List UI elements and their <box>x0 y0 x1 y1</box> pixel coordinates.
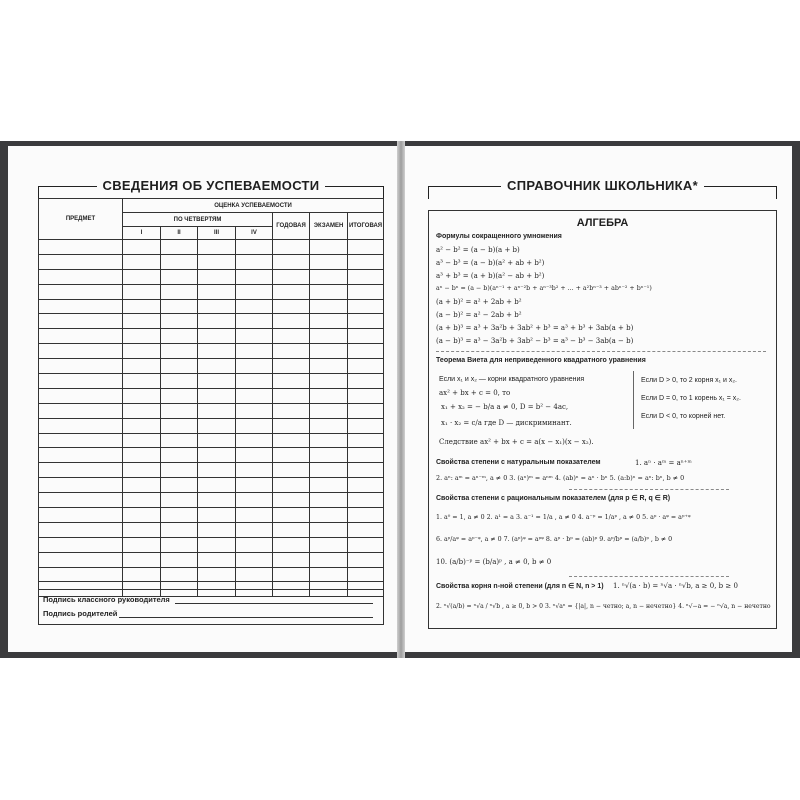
grade-cell[interactable] <box>161 329 198 344</box>
grade-cell[interactable] <box>310 388 348 403</box>
grade-cell[interactable] <box>273 388 310 403</box>
grade-cell[interactable] <box>198 567 236 582</box>
s5-title: Свойства корня n-ной степени (для n ∈ N, n > 1) <box>436 583 604 590</box>
grade-cell[interactable] <box>348 448 384 463</box>
s1-formula: (a − b)³ = a³ − 3a²b + 3ab² − b³ = a³ − b³ − 3ab(a − b) <box>436 337 634 345</box>
grade-cell[interactable] <box>236 344 273 359</box>
grade-cell[interactable] <box>236 552 273 567</box>
s2-title: Теорема Виета для неприведенного квадратного уравнения <box>436 357 646 364</box>
grade-cell[interactable] <box>161 254 198 269</box>
grade-cell[interactable] <box>348 552 384 567</box>
grade-cell[interactable] <box>310 314 348 329</box>
grade-cell[interactable] <box>236 388 273 403</box>
grade-cell[interactable] <box>198 448 236 463</box>
grade-cell[interactable] <box>123 388 161 403</box>
grade-cell[interactable] <box>348 314 384 329</box>
grade-cell[interactable] <box>310 493 348 508</box>
grade-cell[interactable] <box>310 433 348 448</box>
grade-cell[interactable] <box>236 508 273 523</box>
s1-formula: aⁿ − bⁿ = (a − b)(aⁿ⁻¹ + aⁿ⁻²b + aⁿ⁻³b² + ... + a²bⁿ⁻³ + abⁿ⁻² + bⁿ⁻¹) <box>436 285 652 292</box>
grade-cell[interactable] <box>161 284 198 299</box>
grade-cell[interactable] <box>161 537 198 552</box>
grade-cell[interactable] <box>123 329 161 344</box>
grade-cell[interactable] <box>273 359 310 374</box>
grade-cell[interactable] <box>39 448 123 463</box>
quarter-1: I <box>123 227 161 240</box>
grade-cell[interactable] <box>198 463 236 478</box>
grade-cell[interactable] <box>161 493 198 508</box>
grade-cell[interactable] <box>236 359 273 374</box>
grade-cell[interactable] <box>161 299 198 314</box>
signature-teacher-row <box>43 594 373 606</box>
grade-cell[interactable] <box>310 537 348 552</box>
signature-parents-line[interactable] <box>119 617 373 618</box>
grade-cell[interactable] <box>123 537 161 552</box>
grade-cell[interactable] <box>348 522 384 537</box>
grade-row <box>39 359 384 374</box>
grade-cell[interactable] <box>236 448 273 463</box>
s2-line: Следствие ax² + bx + c = a(x − x₁)(x − x₂). <box>439 438 594 446</box>
grade-cell[interactable] <box>39 254 123 269</box>
reference-title: СПРАВОЧНИК ШКОЛЬНИКА* <box>501 178 704 193</box>
grade-cell[interactable] <box>236 240 273 255</box>
grade-cell[interactable] <box>161 478 198 493</box>
grade-cell[interactable] <box>310 567 348 582</box>
s1-formula: a³ − b³ = (a − b)(a² + ab + b²) <box>436 259 545 267</box>
grade-cell[interactable] <box>236 418 273 433</box>
divider <box>569 489 729 490</box>
grade-row <box>39 284 384 299</box>
subject-heading: АЛГЕБРА <box>576 217 629 229</box>
col-subject: ПРЕДМЕТ <box>39 199 123 240</box>
grade-cell[interactable] <box>236 567 273 582</box>
grade-cell[interactable] <box>198 284 236 299</box>
grade-cell[interactable] <box>310 463 348 478</box>
s3-formula: 2. aⁿ: aᵐ = aⁿ⁻ᵐ, a ≠ 0 3. (aⁿ)ᵐ = aⁿᵐ 4. (ab)ⁿ = aⁿ · bⁿ 5. (a:b)ⁿ = aⁿ: bⁿ, b ≠ 0 <box>436 474 685 482</box>
grade-cell[interactable] <box>236 254 273 269</box>
grade-cell[interactable] <box>39 403 123 418</box>
s5-formula: 2. ⁿ√(a/b) = ⁿ√a / ⁿ√b , a ≥ 0, b > 0 3. ⁿ√aⁿ = {|a|, n − четно; a, n − нечетно} 4. ⁿ√−a = − ⁿ√a, n − нечетно <box>436 603 771 610</box>
grade-cell[interactable] <box>273 374 310 389</box>
grade-row <box>39 463 384 478</box>
divider <box>436 351 766 352</box>
grade-cell[interactable] <box>310 240 348 255</box>
s1-formula: a² − b² = (a − b)(a + b) <box>436 246 520 254</box>
grade-row <box>39 254 384 269</box>
grade-cell[interactable] <box>39 508 123 523</box>
grade-cell[interactable] <box>273 448 310 463</box>
grade-cell[interactable] <box>39 284 123 299</box>
grade-cell[interactable] <box>348 478 384 493</box>
s2-line: x₁ + x₂ = − b/a a ≠ 0, D = b² − 4ac, <box>441 403 569 411</box>
grade-row <box>39 552 384 567</box>
grade-cell[interactable] <box>348 537 384 552</box>
grade-cell[interactable] <box>273 344 310 359</box>
s1-title: Формулы сокращенного умножения <box>436 233 562 240</box>
grade-cell[interactable] <box>348 493 384 508</box>
grade-cell[interactable] <box>198 478 236 493</box>
grade-cell[interactable] <box>123 344 161 359</box>
col-final: ИТОГОВАЯ <box>348 213 384 240</box>
grade-cell[interactable] <box>123 359 161 374</box>
grade-cell[interactable] <box>348 433 384 448</box>
grade-cell[interactable] <box>123 269 161 284</box>
grade-cell[interactable] <box>123 463 161 478</box>
grade-cell[interactable] <box>123 508 161 523</box>
grade-cell[interactable] <box>348 508 384 523</box>
grade-cell[interactable] <box>310 522 348 537</box>
grade-cell[interactable] <box>273 329 310 344</box>
col-quarters: ПО ЧЕТВЕРТЯМ <box>123 213 273 227</box>
signature-teacher-label: Подпись классного руководителя <box>43 595 170 604</box>
signature-teacher-line[interactable] <box>175 603 373 604</box>
grade-cell[interactable] <box>198 388 236 403</box>
grade-row <box>39 269 384 284</box>
grade-cell[interactable] <box>123 284 161 299</box>
grade-cell[interactable] <box>310 508 348 523</box>
grades-title: СВЕДЕНИЯ ОБ УСПЕВАЕМОСТИ <box>97 178 326 193</box>
s3-formula: 1. aⁿ · aᵐ = aⁿ⁺ᵐ <box>635 459 692 467</box>
grade-row <box>39 433 384 448</box>
quarter-4: IV <box>236 227 273 240</box>
grade-cell[interactable] <box>273 418 310 433</box>
grade-cell[interactable] <box>273 314 310 329</box>
grade-row <box>39 522 384 537</box>
s2-case: Если D < 0, то корней нет. <box>641 413 726 420</box>
grade-cell[interactable] <box>198 433 236 448</box>
grade-cell[interactable] <box>273 463 310 478</box>
grade-cell[interactable] <box>310 329 348 344</box>
s2-case: Если D > 0, то 2 корня x₁ и x₂. <box>641 377 738 384</box>
grade-cell[interactable] <box>310 359 348 374</box>
grade-cell[interactable] <box>161 269 198 284</box>
grade-cell[interactable] <box>123 493 161 508</box>
grade-cell[interactable] <box>273 240 310 255</box>
reference-title-frame <box>428 178 777 199</box>
grade-cell[interactable] <box>348 374 384 389</box>
grade-cell[interactable] <box>123 552 161 567</box>
grade-cell[interactable] <box>236 284 273 299</box>
grade-cell[interactable] <box>39 374 123 389</box>
grade-cell[interactable] <box>198 269 236 284</box>
grade-cell[interactable] <box>198 359 236 374</box>
grade-cell[interactable] <box>39 344 123 359</box>
grade-cell[interactable] <box>236 537 273 552</box>
grade-cell[interactable] <box>310 448 348 463</box>
grade-cell[interactable] <box>310 418 348 433</box>
divider <box>569 576 729 577</box>
s4-formula: 6. aᵖ/aᵠ = aᵖ⁻ᵠ, a ≠ 0 7. (aᵖ)ᵠ = aᵖᵠ 8. aᵖ · bᵖ = (ab)ᵖ 9. aᵖ/bᵖ = (a/b)ᵖ , b ≠ 0 <box>436 536 673 543</box>
grade-cell[interactable] <box>123 374 161 389</box>
grade-cell[interactable] <box>39 269 123 284</box>
grade-row <box>39 567 384 582</box>
grade-cell[interactable] <box>161 403 198 418</box>
grade-cell[interactable] <box>161 344 198 359</box>
grade-cell[interactable] <box>198 240 236 255</box>
grade-cell[interactable] <box>236 374 273 389</box>
grade-cell[interactable] <box>39 359 123 374</box>
grade-cell[interactable] <box>348 329 384 344</box>
grade-cell[interactable] <box>236 463 273 478</box>
grade-cell[interactable] <box>198 299 236 314</box>
grades-table-body <box>39 240 384 597</box>
signature-box <box>38 589 384 625</box>
grade-cell[interactable] <box>198 537 236 552</box>
s2-line: Если x₁ и x₂ — корни квадратного уравнения <box>439 376 585 383</box>
grade-row <box>39 344 384 359</box>
grade-cell[interactable] <box>236 433 273 448</box>
grade-cell[interactable] <box>123 418 161 433</box>
grade-cell[interactable] <box>273 269 310 284</box>
book-spine <box>397 141 405 658</box>
grade-row <box>39 508 384 523</box>
grade-cell[interactable] <box>123 299 161 314</box>
grade-cell[interactable] <box>310 552 348 567</box>
s2-line: ax² + bx + c = 0, то <box>439 389 511 397</box>
grade-cell[interactable] <box>348 269 384 284</box>
grade-row <box>39 537 384 552</box>
s1-formula: (a − b)² = a² − 2ab + b² <box>436 311 522 319</box>
grade-cell[interactable] <box>236 299 273 314</box>
grade-cell[interactable] <box>161 522 198 537</box>
grade-cell[interactable] <box>236 329 273 344</box>
grade-cell[interactable] <box>198 403 236 418</box>
grade-cell[interactable] <box>273 403 310 418</box>
grade-cell[interactable] <box>198 418 236 433</box>
grade-cell[interactable] <box>236 314 273 329</box>
grade-cell[interactable] <box>198 508 236 523</box>
grade-row <box>39 388 384 403</box>
s4-formula: 10. (a/b)⁻ᵖ = (b/a)ᵖ , a ≠ 0, b ≠ 0 <box>436 558 552 566</box>
grade-cell[interactable] <box>161 359 198 374</box>
signature-parents-row <box>43 608 373 620</box>
grade-cell[interactable] <box>310 299 348 314</box>
s1-formula: (a + b)² = a² + 2ab + b² <box>436 298 522 306</box>
grade-cell[interactable] <box>161 374 198 389</box>
grade-cell[interactable] <box>39 552 123 567</box>
grade-cell[interactable] <box>273 508 310 523</box>
grade-cell[interactable] <box>198 314 236 329</box>
grade-cell[interactable] <box>273 567 310 582</box>
grade-cell[interactable] <box>273 493 310 508</box>
grade-cell[interactable] <box>39 388 123 403</box>
grade-row <box>39 493 384 508</box>
grade-cell[interactable] <box>236 403 273 418</box>
grade-cell[interactable] <box>236 493 273 508</box>
grade-cell[interactable] <box>161 552 198 567</box>
grade-cell[interactable] <box>310 269 348 284</box>
grade-cell[interactable] <box>348 344 384 359</box>
grade-row <box>39 478 384 493</box>
s1-formula: a³ + b³ = (a + b)(a² − ab + b²) <box>436 272 545 280</box>
col-exam: ЭКЗАМЕН <box>310 213 348 240</box>
algebra-reference-box <box>428 210 777 629</box>
quarter-3: III <box>198 227 236 240</box>
grade-cell[interactable] <box>123 403 161 418</box>
grade-cell[interactable] <box>348 567 384 582</box>
grade-cell[interactable] <box>39 478 123 493</box>
grade-cell[interactable] <box>198 552 236 567</box>
grade-cell[interactable] <box>198 344 236 359</box>
s5-formula: 1. ⁿ√(a · b) = ⁿ√a · ⁿ√b, a ≥ 0, b ≥ 0 <box>613 582 738 590</box>
grade-cell[interactable] <box>236 269 273 284</box>
grade-cell[interactable] <box>39 240 123 255</box>
grade-cell[interactable] <box>310 344 348 359</box>
grade-cell[interactable] <box>348 403 384 418</box>
grade-cell[interactable] <box>39 493 123 508</box>
grade-cell[interactable] <box>39 463 123 478</box>
grade-cell[interactable] <box>273 254 310 269</box>
grade-cell[interactable] <box>123 254 161 269</box>
grade-cell[interactable] <box>348 418 384 433</box>
grade-row <box>39 314 384 329</box>
grade-cell[interactable] <box>310 284 348 299</box>
grade-cell[interactable] <box>123 314 161 329</box>
grade-cell[interactable] <box>273 284 310 299</box>
grade-cell[interactable] <box>198 522 236 537</box>
grade-cell[interactable] <box>273 433 310 448</box>
grade-cell[interactable] <box>236 478 273 493</box>
grades-table <box>38 198 384 597</box>
grade-cell[interactable] <box>123 567 161 582</box>
s2-line: x₁ · x₂ = c/a где D — дискриминант. <box>441 419 572 427</box>
grade-row <box>39 403 384 418</box>
grade-cell[interactable] <box>198 374 236 389</box>
quarter-2: II <box>161 227 198 240</box>
grade-cell[interactable] <box>39 314 123 329</box>
grade-cell[interactable] <box>348 284 384 299</box>
s4-formula: 1. a⁰ = 1, a ≠ 0 2. a¹ = a 3. a⁻¹ = 1/a , a ≠ 0 4. a⁻ᵖ = 1/aᵖ , a ≠ 0 5. aᵖ · aᵠ = aᵖ⁺ᵠ <box>436 514 691 521</box>
grade-cell[interactable] <box>348 299 384 314</box>
grade-cell[interactable] <box>39 329 123 344</box>
grade-cell[interactable] <box>39 418 123 433</box>
grade-cell[interactable] <box>161 463 198 478</box>
grade-cell[interactable] <box>273 537 310 552</box>
grade-cell[interactable] <box>161 567 198 582</box>
grade-cell[interactable] <box>310 254 348 269</box>
grade-cell[interactable] <box>348 254 384 269</box>
grade-cell[interactable] <box>161 508 198 523</box>
grade-cell[interactable] <box>198 329 236 344</box>
grade-cell[interactable] <box>310 374 348 389</box>
grade-cell[interactable] <box>39 537 123 552</box>
grade-row <box>39 374 384 389</box>
grade-cell[interactable] <box>348 388 384 403</box>
grade-row <box>39 418 384 433</box>
grade-cell[interactable] <box>123 522 161 537</box>
vieta-divider <box>633 371 634 429</box>
col-grades: ОЦЕНКА УСПЕВАЕМОСТИ <box>123 199 384 213</box>
grade-cell[interactable] <box>123 478 161 493</box>
grade-cell[interactable] <box>273 478 310 493</box>
grade-cell[interactable] <box>161 314 198 329</box>
grade-cell[interactable] <box>39 299 123 314</box>
grade-cell[interactable] <box>123 240 161 255</box>
grade-cell[interactable] <box>161 448 198 463</box>
grade-cell[interactable] <box>348 359 384 374</box>
grade-cell[interactable] <box>273 299 310 314</box>
grade-cell[interactable] <box>273 552 310 567</box>
grade-row <box>39 299 384 314</box>
grade-cell[interactable] <box>198 493 236 508</box>
grade-cell[interactable] <box>348 463 384 478</box>
s3-title: Свойства степени с натуральным показателем <box>436 459 601 466</box>
grade-cell[interactable] <box>273 522 310 537</box>
col-year: ГОДОВАЯ <box>273 213 310 240</box>
grade-cell[interactable] <box>348 240 384 255</box>
grade-cell[interactable] <box>310 403 348 418</box>
grade-cell[interactable] <box>198 254 236 269</box>
signature-parents-label: Подпись родителей <box>43 609 118 618</box>
grade-cell[interactable] <box>161 433 198 448</box>
grade-cell[interactable] <box>39 567 123 582</box>
grade-cell[interactable] <box>310 478 348 493</box>
grade-cell[interactable] <box>161 388 198 403</box>
grade-row <box>39 448 384 463</box>
grade-cell[interactable] <box>123 433 161 448</box>
grade-cell[interactable] <box>161 240 198 255</box>
s4-title: Свойства степени с рациональным показателем (для p ∈ R, q ∈ R) <box>436 495 671 502</box>
grade-cell[interactable] <box>39 433 123 448</box>
grade-cell[interactable] <box>39 522 123 537</box>
grade-row <box>39 240 384 255</box>
s1-formula: (a + b)³ = a³ + 3a²b + 3ab² + b³ = a³ + b³ + 3ab(a + b) <box>436 324 634 332</box>
grade-cell[interactable] <box>236 522 273 537</box>
grade-cell[interactable] <box>123 448 161 463</box>
s2-case: Если D = 0, то 1 корень x₁ = x₂. <box>641 395 741 402</box>
grade-row <box>39 329 384 344</box>
grade-cell[interactable] <box>161 418 198 433</box>
